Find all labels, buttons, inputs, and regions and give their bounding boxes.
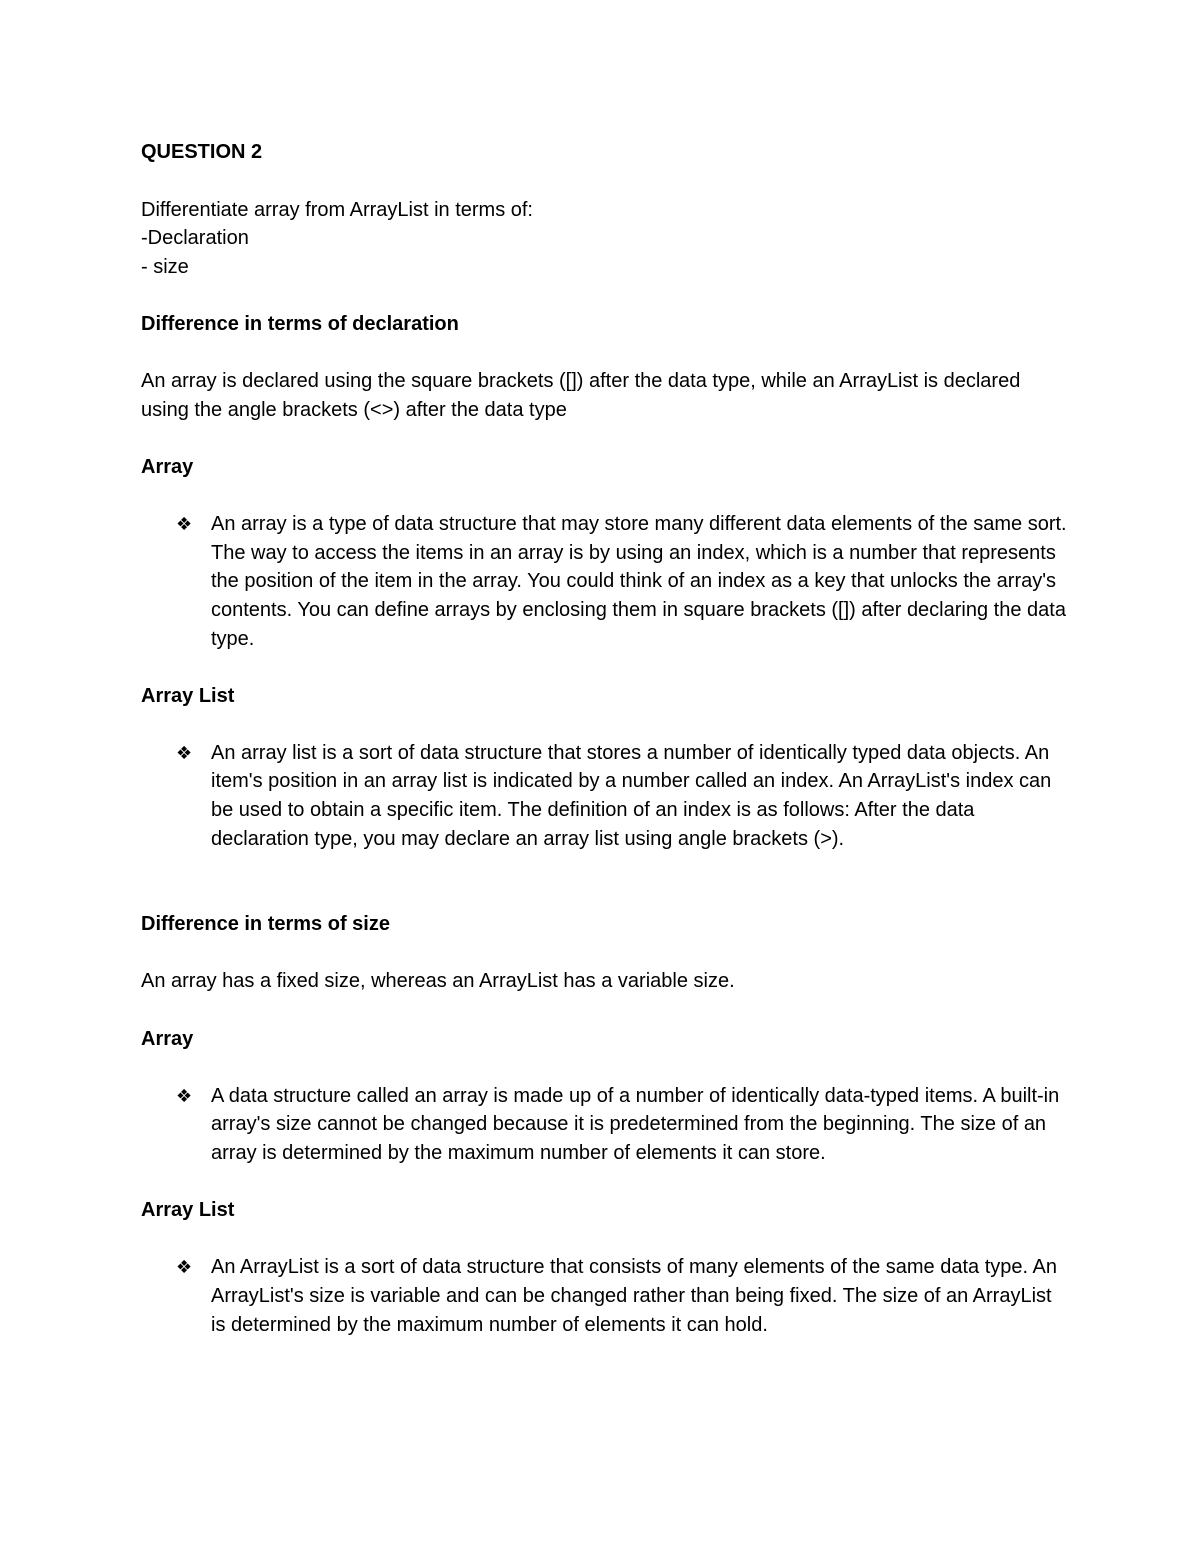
intro-item-size: - size: [141, 255, 189, 278]
diamond-bullet-icon: ❖: [176, 1085, 193, 1106]
intro-item-declaration: -Declaration: [141, 227, 249, 250]
diamond-bullet-icon: ❖: [176, 742, 193, 763]
intro-prompt: Differentiate array from ArrayList in terms of:: [141, 198, 533, 221]
size-array-heading: Array: [141, 1027, 194, 1050]
size-array-text: A data structure called an array is made up of a number of identically data-typed items. A built-in array's size cannot be changed because it is predetermined from the beginning. The size of an array is determined by the maximum number of elements it can store.: [211, 1084, 1060, 1164]
declaration-heading: Difference in terms of declaration: [141, 312, 459, 335]
diamond-bullet-icon: ❖: [176, 1257, 193, 1278]
declaration-arraylist-text: An array list is a sort of data structure that stores a number of identically typed data objects. An item's position in an array list is indicated by a number called an index. An ArrayList's index can be used to obtain a specific item. The definition of an index is as follows: After the data declaration type, you may declare an array list using angle brackets (>).: [211, 741, 1052, 850]
list-item: [141, 510, 1071, 653]
declaration-arraylist-heading: Array List: [141, 684, 235, 707]
size-arraylist-text: An ArrayList is a sort of data structure that consists of many elements of the same data type. An ArrayList's size is variable and can be changed rather than being fixed. The size of an ArrayList is determined by the maximum number of elements it can hold.: [211, 1256, 1057, 1336]
list-item: [141, 1253, 1071, 1339]
list-item: [141, 1082, 1071, 1168]
declaration-array-text: An array is a type of data structure that may store many different data elements of the same sort. The way to access the items in an array is by using an index, which is a number that represents the position of the item in the array. You could think of an index as a key that unlocks the array's contents. You can define arrays by enclosing them in square brackets ([]) after declaring the data type.: [211, 513, 1067, 650]
list-item: [141, 739, 1071, 853]
document-page: [141, 138, 1071, 1339]
declaration-array-heading: Array: [141, 455, 194, 478]
size-arraylist-heading: Array List: [141, 1199, 235, 1222]
declaration-summary: An array is declared using the square brackets ([]) after the data type, while an ArrayList is declared using the angle brackets (<>) after the data type: [141, 370, 1021, 421]
size-summary: An array has a fixed size, whereas an ArrayList has a variable size.: [141, 970, 735, 993]
size-heading: Difference in terms of size: [141, 913, 390, 936]
diamond-bullet-icon: ❖: [176, 514, 193, 535]
question-title: QUESTION 2: [141, 141, 263, 163]
